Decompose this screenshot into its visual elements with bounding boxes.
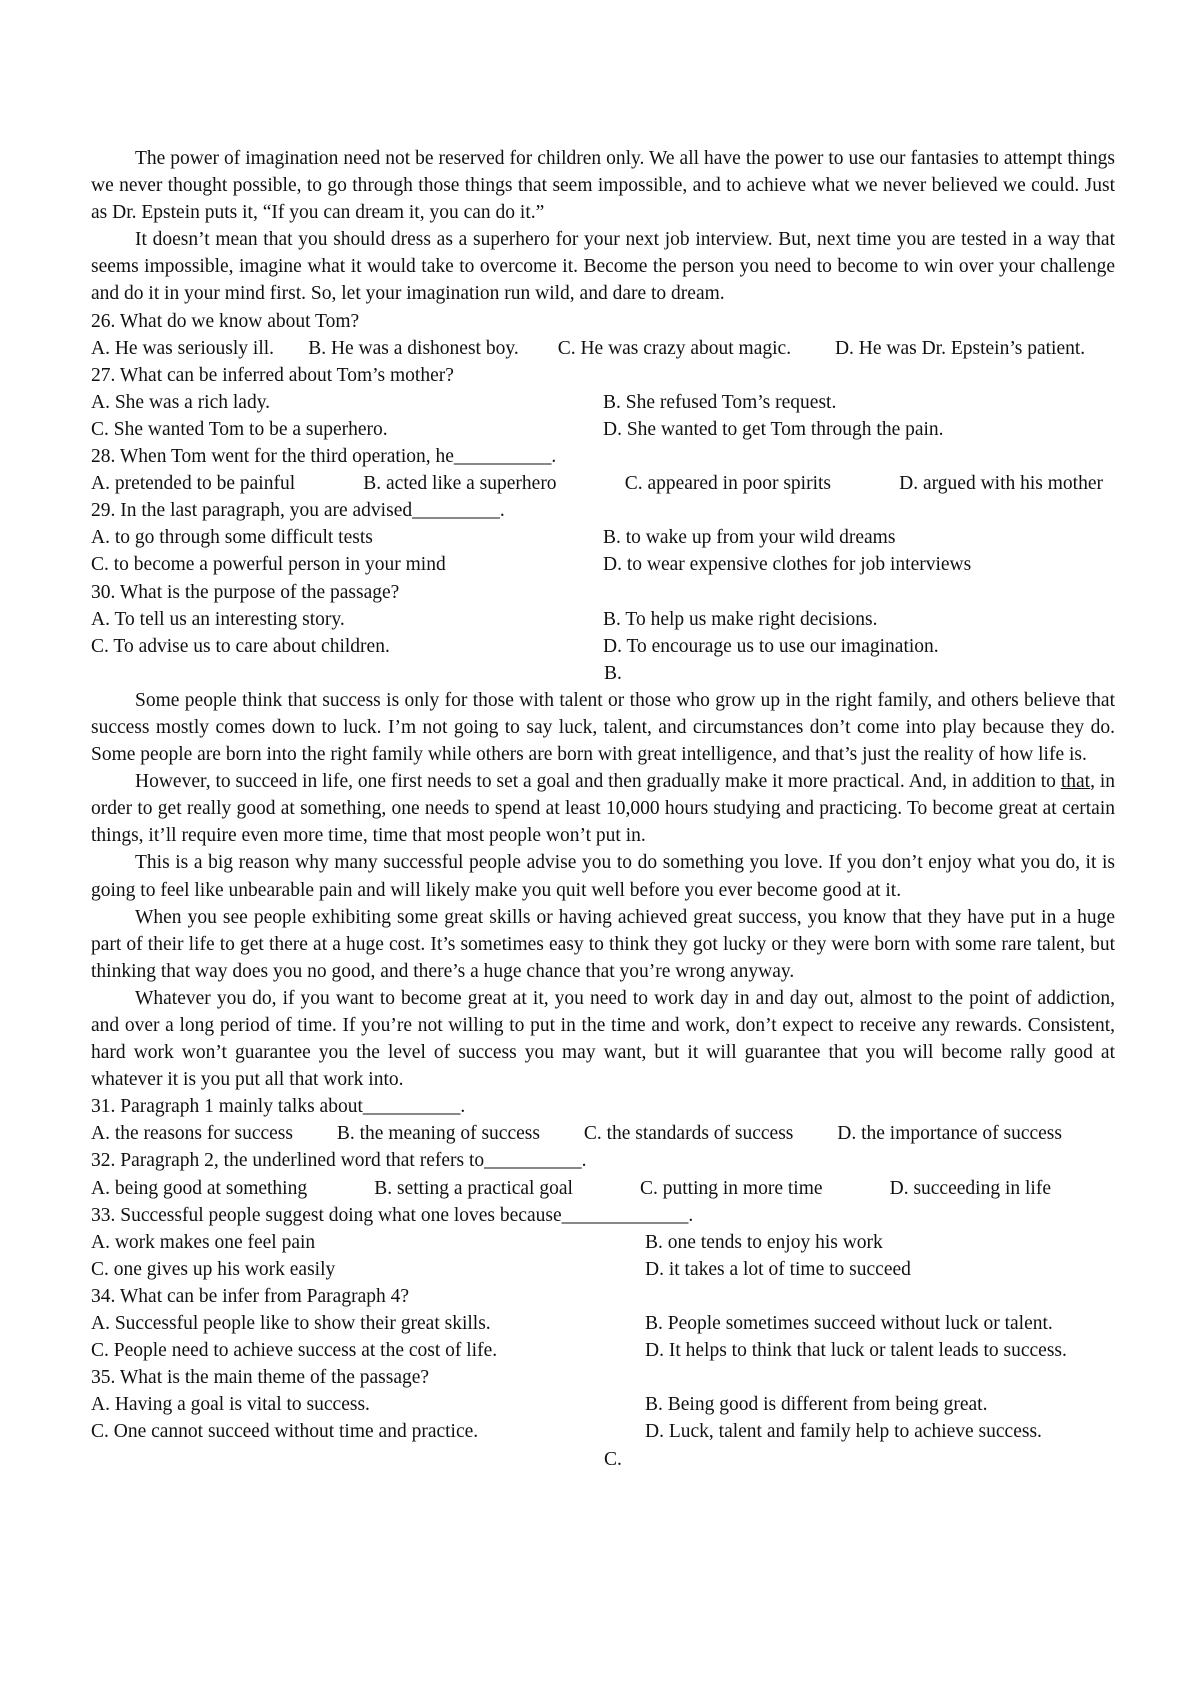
question-stem: 31. Paragraph 1 mainly talks about__________. <box>91 1096 466 1118</box>
option-a[interactable]: A. Successful people like to show their great skills. <box>91 1313 491 1335</box>
answer-options <box>91 335 1115 362</box>
option-b[interactable]: B. She refused Tom’s request. <box>603 391 837 413</box>
section-label: C. <box>604 1448 622 1470</box>
option-b[interactable]: B. He was a dishonest boy. <box>308 337 519 359</box>
option-a[interactable]: A. He was seriously ill. <box>91 337 275 359</box>
option-a[interactable]: A. being good at something <box>91 1177 308 1199</box>
passage-a-paragraph: The power of imagination need not be reserved for children only. We all have the power to use our fantasies to attempt things we never thought possible, to go through those things that seem impossible, and to achieve what we never believed we could. Just as Dr. Epstein puts it, “If you can dream it, you can do it.” <box>91 148 1115 224</box>
option-b[interactable]: B. to wake up from your wild dreams <box>603 527 896 549</box>
option-d[interactable]: D. To encourage us to use our imagination. <box>603 635 939 657</box>
question-stem: 26. What do we know about Tom? <box>91 310 360 332</box>
answer-options <box>91 389 1115 443</box>
question-stem: 35. What is the main theme of the passage? <box>91 1367 430 1389</box>
option-d[interactable]: D. to wear expensive clothes for job interviews <box>603 554 972 576</box>
option-d[interactable]: D. argued with his mother <box>899 473 1103 495</box>
option-a[interactable]: A. pretended to be painful <box>91 473 296 495</box>
answer-options <box>91 1229 1115 1283</box>
passage-b-paragraph-4: When you see people exhibiting some great skills or having achieved great success, you know that they have put in a huge part of their life to get there at a huge cost. It’s sometimes easy to think they got lucky or they were born with some rare talent, but thinking that way does you no good, and there’s a huge chance that you’re wrong anyway. <box>91 906 1115 982</box>
answer-options <box>91 470 1103 497</box>
answer-options <box>91 1120 1115 1147</box>
question-stem: 27. What can be inferred about Tom’s mother? <box>91 364 454 386</box>
option-d[interactable]: D. the importance of success <box>837 1123 1062 1145</box>
option-a[interactable]: A. the reasons for success <box>91 1123 293 1145</box>
option-c[interactable]: C. She wanted Tom to be a superhero. <box>91 418 388 440</box>
section-label: B. <box>604 662 622 684</box>
option-c[interactable]: C. People need to achieve success at the cost of life. <box>91 1340 498 1362</box>
question-stem: 29. In the last paragraph, you are advised_________. <box>91 500 505 522</box>
option-b[interactable]: B. Being good is different from being great. <box>645 1394 988 1416</box>
question-stem: 28. When Tom went for the third operation, he__________. <box>91 446 557 468</box>
option-b[interactable]: B. setting a practical goal <box>374 1177 573 1199</box>
option-a[interactable]: A. She was a rich lady. <box>91 391 271 413</box>
option-b[interactable]: B. the meaning of success <box>336 1123 540 1145</box>
question-stem: 33. Successful people suggest doing what one loves because_____________. <box>91 1204 694 1226</box>
option-b[interactable]: B. one tends to enjoy his work <box>645 1231 883 1253</box>
answer-options <box>91 1391 1115 1445</box>
option-c[interactable]: C. to become a powerful person in your mind <box>91 554 446 576</box>
option-c[interactable]: C. To advise us to care about children. <box>91 635 390 657</box>
option-a[interactable]: A. To tell us an interesting story. <box>91 608 345 630</box>
option-a[interactable]: A. Having a goal is vital to success. <box>91 1394 370 1416</box>
option-d[interactable]: D. succeeding in life <box>889 1177 1051 1199</box>
answer-options <box>91 1310 1115 1364</box>
answer-options <box>91 606 1115 660</box>
answer-options <box>91 524 1115 578</box>
option-d[interactable]: D. He was Dr. Epstein’s patient. <box>834 337 1086 359</box>
answer-options <box>91 1175 1051 1202</box>
passage-b-paragraph-2 <box>91 768 1115 849</box>
question-stem: 30. What is the purpose of the passage? <box>91 581 400 603</box>
option-d[interactable]: D. Luck, talent and family help to achieve success. <box>645 1421 1042 1443</box>
option-c[interactable]: C. the standards of success <box>583 1123 794 1145</box>
option-d[interactable]: D. She wanted to get Tom through the pain. <box>603 418 944 440</box>
paragraph-text: , in order to get really good at something, one needs to spend at least 10,000 hours studying and practicing. To become great at certain things, it’ll require even more time, time that most people won’t put in. <box>91 771 1115 847</box>
option-b[interactable]: B. People sometimes succeed without luck or talent. <box>645 1313 1053 1335</box>
option-c[interactable]: C. One cannot succeed without time and practice. <box>91 1421 479 1443</box>
option-a[interactable]: A. work makes one feel pain <box>91 1231 316 1253</box>
passage-b-paragraph-5: Whatever you do, if you want to become great at it, you need to work day in and day out, almost to the point of addiction, and over a long period of time. If you’re not willing to put in the time and work, don’t expect to receive any rewards. Consistent, hard work won’t guarantee you the level of success you may want, but it will guarantee that you will become rally good at whatever it is you put all that work into. <box>91 987 1115 1091</box>
underlined-word: that <box>1060 771 1091 793</box>
option-b[interactable]: B. acted like a superhero <box>363 473 557 495</box>
paragraph-text: However, to succeed in life, one first needs to set a goal and then gradually make it more practical. And, in addition to <box>135 771 1061 793</box>
option-a[interactable]: A. to go through some difficult tests <box>91 527 373 549</box>
option-c[interactable]: C. putting in more time <box>640 1177 823 1199</box>
passage-b-paragraph-1: Some people think that success is only for those with talent or those who grow up in the right family, and others believe that success mostly comes down to luck. I’m not going to say luck, talent, and circumstances don’t come into play because they do. Some people are born into the right family while others are born with great intelligence, and that’s just the reality of how life is. <box>91 689 1115 766</box>
passage-a-paragraph: It doesn’t mean that you should dress as a superhero for your next job interview. But, next time you are tested in a way that seems impossible, imagine what it would take to overcome it. Become the person you need to become to win over your challenge and do it in your mind first. So, let your imagination run wild, and dare to dream. <box>91 229 1115 305</box>
option-b[interactable]: B. To help us make right decisions. <box>603 608 878 630</box>
option-c[interactable]: C. one gives up his work easily <box>91 1258 336 1280</box>
option-d[interactable]: D. it takes a lot of time to succeed <box>645 1258 911 1280</box>
option-c[interactable]: C. He was crazy about magic. <box>557 337 792 359</box>
option-c[interactable]: C. appeared in poor spirits <box>624 473 832 495</box>
question-stem: 34. What can be infer from Paragraph 4? <box>91 1285 410 1307</box>
question-stem: 32. Paragraph 2, the underlined word that refers to__________. <box>91 1150 587 1172</box>
exam-page <box>91 145 1115 1473</box>
passage-b-paragraph-3: This is a big reason why many successful people advise you to do something you love. If you don’t enjoy what you do, it is going to feel like unbearable pain and will likely make you quit well before you ever become good at it. <box>91 852 1115 901</box>
option-d[interactable]: D. It helps to think that luck or talent leads to success. <box>645 1340 1067 1362</box>
